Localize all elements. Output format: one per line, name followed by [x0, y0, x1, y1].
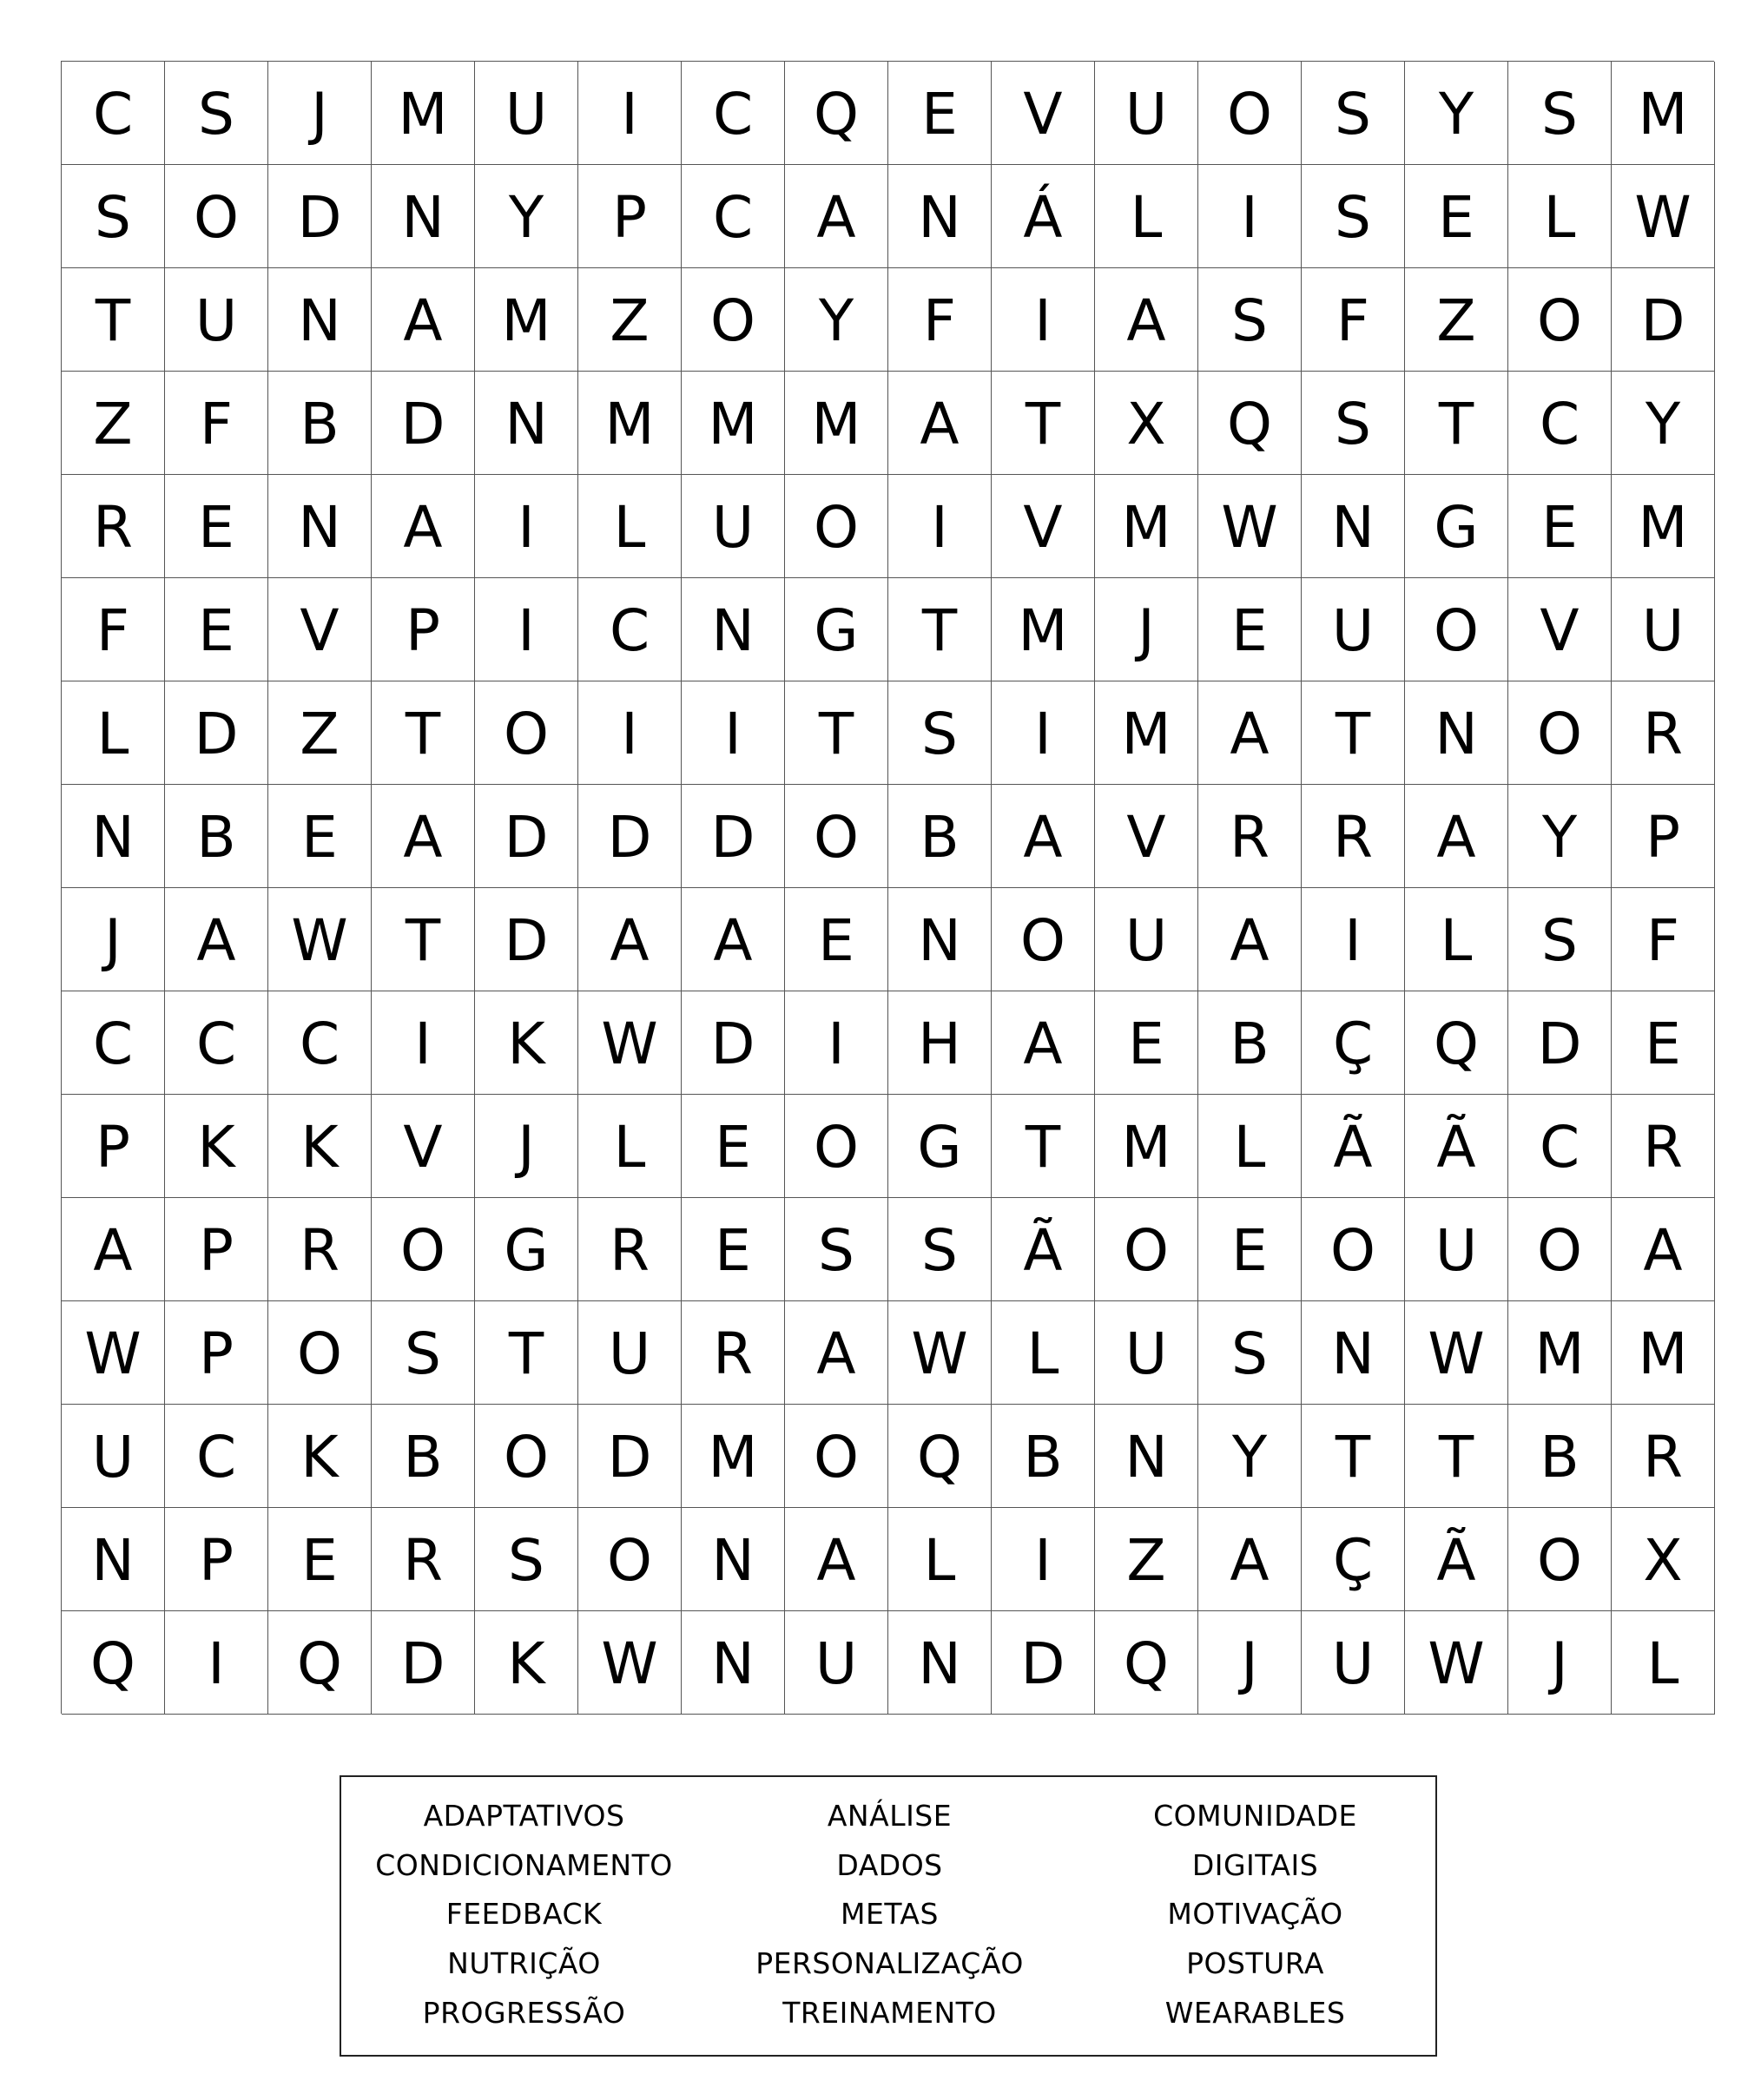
grid-cell[interactable]: V: [992, 475, 1095, 578]
grid-cell[interactable]: S: [372, 1301, 475, 1405]
word-bank-item: ANÁLISE: [827, 1798, 953, 1833]
grid-cell[interactable]: L: [1405, 888, 1508, 991]
grid-cell[interactable]: K: [268, 1095, 372, 1198]
grid-cell[interactable]: E: [1198, 578, 1302, 681]
grid-cell[interactable]: A: [62, 1198, 165, 1301]
grid-cell[interactable]: K: [475, 1611, 578, 1715]
word-bank-item: PERSONALIZAÇÃO: [755, 1946, 1024, 1981]
grid-cell[interactable]: N: [1302, 475, 1405, 578]
grid-cell[interactable]: J: [62, 888, 165, 991]
grid-cell[interactable]: A: [578, 888, 682, 991]
grid-cell[interactable]: I: [1302, 888, 1405, 991]
grid-cell[interactable]: I: [475, 475, 578, 578]
grid-cell[interactable]: D: [372, 372, 475, 475]
word-bank-item: DIGITAIS: [1191, 1847, 1319, 1882]
grid-cell[interactable]: G: [785, 578, 888, 681]
grid-cell[interactable]: I: [1198, 165, 1302, 268]
grid-cell[interactable]: R: [682, 1301, 785, 1405]
grid-cell[interactable]: W: [1612, 165, 1715, 268]
grid-cell[interactable]: N: [888, 165, 992, 268]
grid-cell[interactable]: U: [1302, 1611, 1405, 1715]
grid-cell[interactable]: Q: [1405, 991, 1508, 1095]
grid-cell[interactable]: E: [1405, 165, 1508, 268]
grid-cell[interactable]: N: [62, 785, 165, 888]
grid-cell[interactable]: O: [1302, 1198, 1405, 1301]
grid-cell[interactable]: D: [1612, 268, 1715, 372]
grid-cell[interactable]: A: [785, 1301, 888, 1405]
grid-cell[interactable]: E: [682, 1198, 785, 1301]
grid-cell[interactable]: M: [785, 372, 888, 475]
grid-cell[interactable]: I: [165, 1611, 268, 1715]
grid-cell[interactable]: Ç: [1302, 991, 1405, 1095]
grid-cell[interactable]: L: [1508, 165, 1612, 268]
grid-cell[interactable]: H: [888, 991, 992, 1095]
grid-cell[interactable]: U: [578, 1301, 682, 1405]
grid-cell[interactable]: Y: [1612, 372, 1715, 475]
grid-cell[interactable]: D: [1508, 991, 1612, 1095]
grid-cell[interactable]: O: [475, 681, 578, 785]
grid-cell[interactable]: R: [1612, 681, 1715, 785]
grid-cell[interactable]: N: [888, 1611, 992, 1715]
grid-cell[interactable]: F: [62, 578, 165, 681]
grid-cell[interactable]: N: [1095, 1405, 1198, 1508]
grid-cell[interactable]: K: [165, 1095, 268, 1198]
grid-cell[interactable]: O: [785, 475, 888, 578]
grid-cell[interactable]: O: [475, 1405, 578, 1508]
grid-cell[interactable]: W: [268, 888, 372, 991]
grid-cell[interactable]: E: [165, 475, 268, 578]
grid-cell[interactable]: A: [992, 785, 1095, 888]
grid-cell[interactable]: Y: [785, 268, 888, 372]
grid-cell[interactable]: A: [372, 475, 475, 578]
grid-cell[interactable]: M: [1612, 475, 1715, 578]
grid-cell[interactable]: B: [1508, 1405, 1612, 1508]
grid-cell[interactable]: B: [165, 785, 268, 888]
grid-cell[interactable]: W: [1405, 1611, 1508, 1715]
grid-cell[interactable]: O: [992, 888, 1095, 991]
grid-cell[interactable]: F: [888, 268, 992, 372]
grid-cell[interactable]: M: [1095, 475, 1198, 578]
grid-cell[interactable]: N: [1302, 1301, 1405, 1405]
grid-cell[interactable]: S: [1198, 1301, 1302, 1405]
grid-cell[interactable]: Ã: [1405, 1095, 1508, 1198]
grid-cell[interactable]: X: [1612, 1508, 1715, 1611]
grid-cell[interactable]: O: [165, 165, 268, 268]
grid-cell[interactable]: Ã: [992, 1198, 1095, 1301]
grid-cell[interactable]: Q: [888, 1405, 992, 1508]
grid-cell[interactable]: D: [165, 681, 268, 785]
grid-cell[interactable]: O: [785, 1095, 888, 1198]
grid-cell[interactable]: N: [475, 372, 578, 475]
grid-cell[interactable]: D: [682, 991, 785, 1095]
grid-cell[interactable]: I: [992, 681, 1095, 785]
grid-cell[interactable]: M: [1612, 62, 1715, 165]
grid-cell[interactable]: V: [372, 1095, 475, 1198]
grid-cell[interactable]: S: [1198, 268, 1302, 372]
grid-cell[interactable]: J: [268, 62, 372, 165]
grid-cell[interactable]: D: [475, 785, 578, 888]
grid-cell[interactable]: J: [475, 1095, 578, 1198]
grid-cell[interactable]: Z: [578, 268, 682, 372]
grid-cell[interactable]: W: [888, 1301, 992, 1405]
grid-cell[interactable]: A: [785, 165, 888, 268]
grid-cell[interactable]: S: [888, 681, 992, 785]
grid-cell[interactable]: M: [992, 578, 1095, 681]
grid-cell[interactable]: L: [62, 681, 165, 785]
grid-cell[interactable]: B: [372, 1405, 475, 1508]
grid-cell[interactable]: M: [578, 372, 682, 475]
grid-cell[interactable]: Z: [268, 681, 372, 785]
grid-cell[interactable]: D: [682, 785, 785, 888]
grid-cell[interactable]: P: [62, 1095, 165, 1198]
grid-cell[interactable]: O: [1405, 578, 1508, 681]
grid-cell[interactable]: J: [1095, 578, 1198, 681]
grid-cell[interactable]: T: [1302, 1405, 1405, 1508]
grid-cell[interactable]: S: [62, 165, 165, 268]
grid-cell[interactable]: B: [888, 785, 992, 888]
grid-cell[interactable]: E: [682, 1095, 785, 1198]
word-bank-item: TREINAMENTO: [782, 1996, 997, 2031]
grid-cell[interactable]: E: [1508, 475, 1612, 578]
grid-cell[interactable]: Q: [785, 62, 888, 165]
grid-cell[interactable]: A: [165, 888, 268, 991]
grid-cell[interactable]: R: [62, 475, 165, 578]
grid-cell[interactable]: Z: [1095, 1508, 1198, 1611]
grid-cell[interactable]: E: [785, 888, 888, 991]
grid-cell[interactable]: F: [165, 372, 268, 475]
grid-cell[interactable]: D: [268, 165, 372, 268]
grid-cell[interactable]: Ã: [1405, 1508, 1508, 1611]
grid-cell[interactable]: W: [62, 1301, 165, 1405]
word-bank-item: ADAPTATIVOS: [423, 1798, 625, 1833]
grid-cell[interactable]: E: [888, 62, 992, 165]
grid-cell[interactable]: T: [475, 1301, 578, 1405]
word-search-grid: [61, 61, 1714, 1714]
grid-cell[interactable]: S: [785, 1198, 888, 1301]
grid-cell[interactable]: C: [578, 578, 682, 681]
grid-cell[interactable]: U: [1095, 62, 1198, 165]
grid-cell[interactable]: M: [682, 372, 785, 475]
grid-cell[interactable]: U: [62, 1405, 165, 1508]
grid-cell[interactable]: M: [1508, 1301, 1612, 1405]
grid-cell[interactable]: T: [372, 888, 475, 991]
grid-cell[interactable]: Z: [1405, 268, 1508, 372]
grid-cell[interactable]: A: [992, 991, 1095, 1095]
grid-cell[interactable]: A: [1612, 1198, 1715, 1301]
grid-cell[interactable]: P: [578, 165, 682, 268]
grid-cell[interactable]: O: [1508, 1508, 1612, 1611]
grid-cell[interactable]: Y: [1405, 62, 1508, 165]
grid-cell[interactable]: C: [268, 991, 372, 1095]
grid-cell[interactable]: W: [1198, 475, 1302, 578]
word-bank-item: MOTIVAÇÃO: [1167, 1897, 1343, 1932]
grid-cell[interactable]: P: [165, 1301, 268, 1405]
grid-cell[interactable]: R: [1612, 1405, 1715, 1508]
grid-cell[interactable]: V: [1508, 578, 1612, 681]
grid-cell[interactable]: U: [475, 62, 578, 165]
grid-cell[interactable]: J: [1508, 1611, 1612, 1715]
grid-cell[interactable]: C: [165, 991, 268, 1095]
grid-cell[interactable]: I: [992, 1508, 1095, 1611]
grid-cell[interactable]: O: [1095, 1198, 1198, 1301]
grid-cell[interactable]: I: [785, 991, 888, 1095]
grid-cell[interactable]: S: [475, 1508, 578, 1611]
grid-cell[interactable]: Q: [62, 1611, 165, 1715]
grid-cell[interactable]: R: [1198, 785, 1302, 888]
grid-cell[interactable]: S: [1302, 165, 1405, 268]
word-bank-item: COMUNIDADE: [1153, 1798, 1357, 1833]
grid-cell[interactable]: Q: [1095, 1611, 1198, 1715]
grid-cell[interactable]: O: [682, 268, 785, 372]
grid-cell[interactable]: L: [992, 1301, 1095, 1405]
grid-cell[interactable]: A: [1198, 888, 1302, 991]
word-bank-item: CONDICIONAMENTO: [375, 1847, 673, 1882]
grid-cell[interactable]: K: [475, 991, 578, 1095]
grid-cell[interactable]: N: [682, 1508, 785, 1611]
grid-cell[interactable]: K: [268, 1405, 372, 1508]
grid-cell[interactable]: W: [578, 991, 682, 1095]
grid-cell[interactable]: A: [888, 372, 992, 475]
grid-cell[interactable]: P: [1612, 785, 1715, 888]
grid-cell[interactable]: T: [1405, 1405, 1508, 1508]
grid-cell[interactable]: O: [578, 1508, 682, 1611]
grid-cell[interactable]: O: [785, 1405, 888, 1508]
grid-cell[interactable]: O: [785, 785, 888, 888]
grid-cell[interactable]: A: [785, 1508, 888, 1611]
grid-cell[interactable]: P: [165, 1198, 268, 1301]
grid-cell[interactable]: F: [1302, 268, 1405, 372]
grid-cell[interactable]: L: [888, 1508, 992, 1611]
grid-cell[interactable]: S: [1302, 372, 1405, 475]
grid-cell[interactable]: R: [268, 1198, 372, 1301]
grid-cell[interactable]: B: [1198, 991, 1302, 1095]
grid-cell[interactable]: E: [1198, 1198, 1302, 1301]
grid-cell[interactable]: I: [372, 991, 475, 1095]
grid-cell[interactable]: T: [785, 681, 888, 785]
grid-cell[interactable]: L: [578, 1095, 682, 1198]
grid-cell[interactable]: U: [1095, 888, 1198, 991]
grid-cell[interactable]: G: [475, 1198, 578, 1301]
grid-cell[interactable]: E: [268, 1508, 372, 1611]
grid-cell[interactable]: U: [1095, 1301, 1198, 1405]
grid-cell[interactable]: E: [1612, 991, 1715, 1095]
grid-cell[interactable]: O: [1508, 681, 1612, 785]
grid-cell[interactable]: N: [268, 475, 372, 578]
grid-cell[interactable]: E: [1095, 991, 1198, 1095]
grid-cell[interactable]: L: [1095, 165, 1198, 268]
grid-cell[interactable]: A: [1095, 268, 1198, 372]
grid-cell[interactable]: C: [1508, 1095, 1612, 1198]
grid-cell[interactable]: N: [682, 578, 785, 681]
grid-cell[interactable]: Á: [992, 165, 1095, 268]
grid-cell[interactable]: C: [682, 62, 785, 165]
grid-cell[interactable]: L: [1612, 1611, 1715, 1715]
grid-cell[interactable]: N: [1405, 681, 1508, 785]
grid-cell[interactable]: V: [992, 62, 1095, 165]
grid-cell[interactable]: I: [578, 681, 682, 785]
grid-cell[interactable]: C: [1508, 372, 1612, 475]
grid-cell[interactable]: J: [1198, 1611, 1302, 1715]
grid-cell[interactable]: M: [475, 268, 578, 372]
grid-cell[interactable]: T: [992, 372, 1095, 475]
grid-cell[interactable]: N: [62, 1508, 165, 1611]
grid-cell[interactable]: S: [1302, 62, 1405, 165]
grid-cell[interactable]: Y: [1508, 785, 1612, 888]
grid-cell[interactable]: V: [268, 578, 372, 681]
word-bank-item: DADOS: [836, 1847, 943, 1882]
grid-cell[interactable]: A: [372, 785, 475, 888]
grid-cell[interactable]: I: [682, 681, 785, 785]
grid-cell[interactable]: B: [992, 1405, 1095, 1508]
grid-cell[interactable]: M: [372, 62, 475, 165]
grid-cell[interactable]: L: [578, 475, 682, 578]
grid-cell[interactable]: D: [578, 785, 682, 888]
word-bank-item: PROGRESSÃO: [422, 1996, 626, 2031]
grid-cell[interactable]: Z: [62, 372, 165, 475]
grid-cell[interactable]: D: [992, 1611, 1095, 1715]
grid-cell[interactable]: S: [1508, 62, 1612, 165]
grid-cell[interactable]: T: [888, 578, 992, 681]
grid-cell[interactable]: U: [682, 475, 785, 578]
grid-cell[interactable]: N: [268, 268, 372, 372]
grid-cell[interactable]: B: [268, 372, 372, 475]
grid-cell[interactable]: V: [1095, 785, 1198, 888]
grid-cell[interactable]: I: [992, 268, 1095, 372]
grid-cell[interactable]: I: [578, 62, 682, 165]
grid-cell[interactable]: Y: [475, 165, 578, 268]
grid-cell[interactable]: R: [372, 1508, 475, 1611]
grid-cell[interactable]: U: [1302, 578, 1405, 681]
grid-cell[interactable]: N: [682, 1611, 785, 1715]
grid-cell[interactable]: D: [578, 1405, 682, 1508]
grid-cell[interactable]: Q: [268, 1611, 372, 1715]
grid-cell[interactable]: N: [372, 165, 475, 268]
grid-cell[interactable]: I: [475, 578, 578, 681]
grid-cell[interactable]: T: [1405, 372, 1508, 475]
grid-cell[interactable]: S: [1508, 888, 1612, 991]
grid-cell[interactable]: T: [372, 681, 475, 785]
grid-cell[interactable]: R: [1612, 1095, 1715, 1198]
grid-cell[interactable]: Y: [1198, 1405, 1302, 1508]
grid-cell[interactable]: S: [888, 1198, 992, 1301]
grid-cell[interactable]: C: [62, 62, 165, 165]
grid-cell[interactable]: M: [1612, 1301, 1715, 1405]
grid-cell[interactable]: U: [1612, 578, 1715, 681]
grid-cell[interactable]: L: [1198, 1095, 1302, 1198]
grid-cell[interactable]: C: [62, 991, 165, 1095]
grid-cell[interactable]: W: [1405, 1301, 1508, 1405]
grid-cell[interactable]: A: [682, 888, 785, 991]
grid-cell[interactable]: T: [1302, 681, 1405, 785]
grid-cell[interactable]: U: [1405, 1198, 1508, 1301]
word-bank-item: FEEDBACK: [445, 1897, 603, 1932]
word-bank-item: NUTRIÇÃO: [447, 1946, 601, 1981]
grid-cell[interactable]: T: [992, 1095, 1095, 1198]
grid-cell[interactable]: G: [1405, 475, 1508, 578]
grid-cell[interactable]: N: [888, 888, 992, 991]
grid-cell[interactable]: O: [1508, 268, 1612, 372]
grid-cell[interactable]: I: [888, 475, 992, 578]
grid-cell[interactable]: A: [1405, 785, 1508, 888]
grid-cell[interactable]: R: [1302, 785, 1405, 888]
word-bank: [340, 1775, 1437, 2057]
grid-cell[interactable]: O: [1508, 1198, 1612, 1301]
word-bank-item: WEARABLES: [1164, 1996, 1346, 2031]
grid-cell[interactable]: D: [372, 1611, 475, 1715]
grid-cell[interactable]: M: [682, 1405, 785, 1508]
grid-cell[interactable]: O: [1198, 62, 1302, 165]
grid-cell[interactable]: G: [888, 1095, 992, 1198]
word-bank-item: POSTURA: [1186, 1946, 1324, 1981]
grid-cell[interactable]: F: [1612, 888, 1715, 991]
grid-cell[interactable]: M: [1095, 1095, 1198, 1198]
grid-cell[interactable]: R: [578, 1198, 682, 1301]
grid-cell[interactable]: Q: [1198, 372, 1302, 475]
grid-cell[interactable]: P: [372, 578, 475, 681]
word-bank-item: METAS: [841, 1897, 939, 1932]
grid-cell[interactable]: C: [165, 1405, 268, 1508]
grid-cell[interactable]: O: [372, 1198, 475, 1301]
grid-cell[interactable]: U: [785, 1611, 888, 1715]
grid-cell[interactable]: T: [62, 268, 165, 372]
grid-cell[interactable]: A: [1198, 681, 1302, 785]
grid-cell[interactable]: O: [268, 1301, 372, 1405]
grid-cell[interactable]: A: [1198, 1508, 1302, 1611]
grid-cell[interactable]: S: [165, 62, 268, 165]
grid-cell[interactable]: P: [165, 1508, 268, 1611]
grid-cell[interactable]: U: [165, 268, 268, 372]
grid-cell[interactable]: D: [475, 888, 578, 991]
grid-cell[interactable]: M: [1095, 681, 1198, 785]
grid-cell[interactable]: E: [268, 785, 372, 888]
grid-cell[interactable]: C: [682, 165, 785, 268]
grid-cell[interactable]: A: [372, 268, 475, 372]
grid-cell[interactable]: E: [165, 578, 268, 681]
grid-cell[interactable]: X: [1095, 372, 1198, 475]
grid-cell[interactable]: Ç: [1302, 1508, 1405, 1611]
grid-cell[interactable]: Ã: [1302, 1095, 1405, 1198]
grid-cell[interactable]: W: [578, 1611, 682, 1715]
